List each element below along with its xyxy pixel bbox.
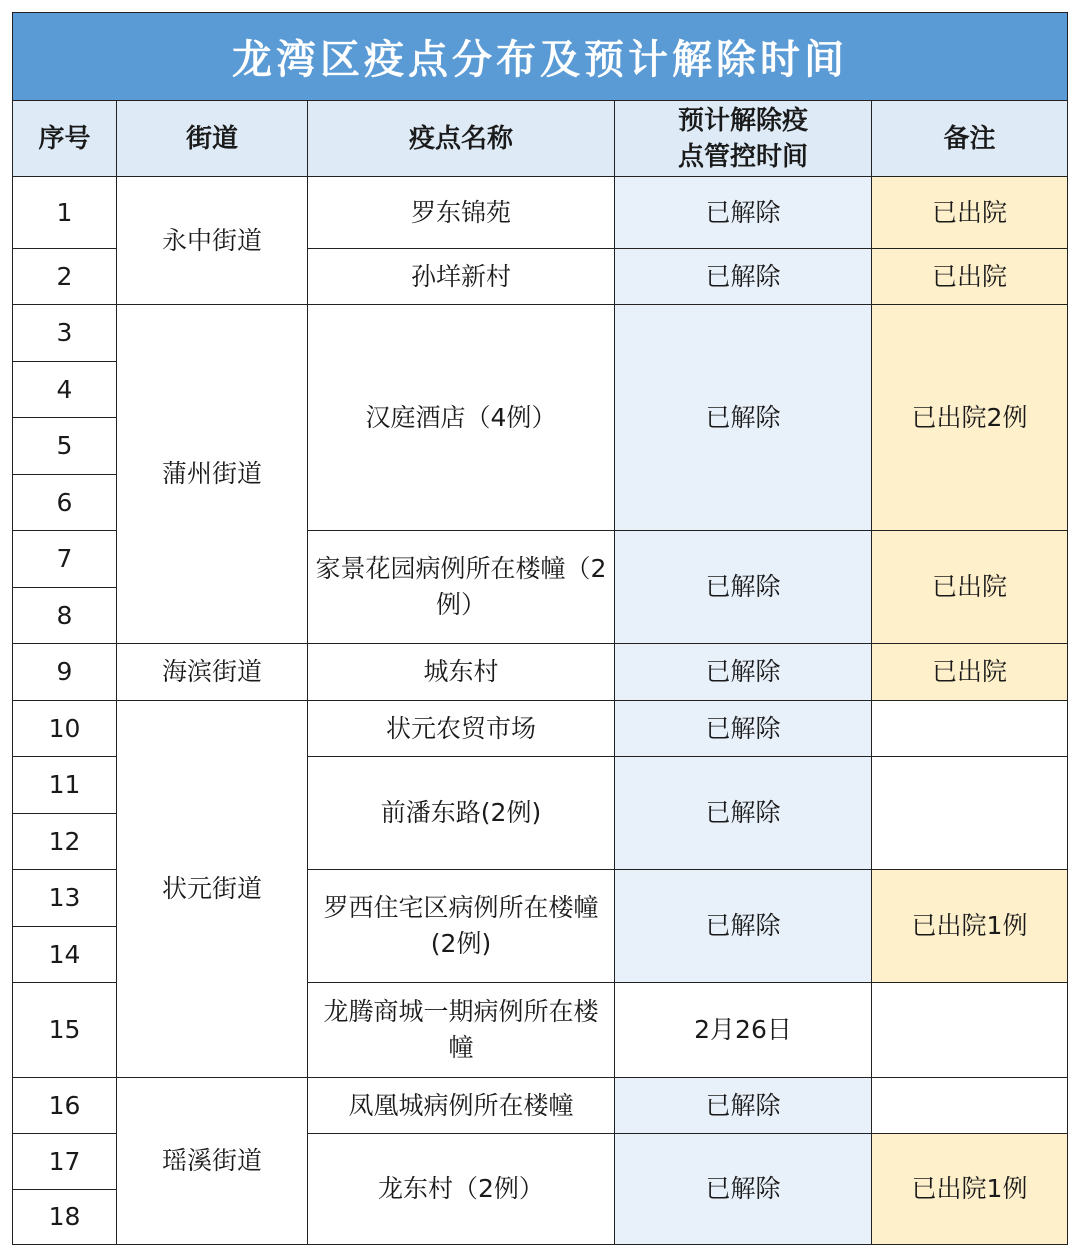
site-name-cell: 家景花园病例所在楼幢（2例） <box>307 530 615 644</box>
release-status-cell: 已解除 <box>614 1133 872 1245</box>
header-release-time: 预计解除疫点管控时间 <box>614 100 872 177</box>
street-cell: 状元街道 <box>116 700 308 1078</box>
note-cell: 已出院 <box>871 643 1068 701</box>
seq-cell: 11 <box>12 756 117 814</box>
release-status-cell: 已解除 <box>614 176 872 249</box>
street-cell: 永中街道 <box>116 176 308 305</box>
street-cell: 瑶溪街道 <box>116 1077 308 1245</box>
release-date-cell: 2月26日 <box>614 982 872 1078</box>
header-street: 街道 <box>116 100 308 177</box>
seq-cell: 6 <box>12 474 117 531</box>
note-cell: 已出院1例 <box>871 869 1068 983</box>
note-cell <box>871 700 1068 757</box>
seq-cell: 14 <box>12 926 117 983</box>
seq-cell: 2 <box>12 248 117 305</box>
site-name-cell: 前潘东路(2例) <box>307 756 615 870</box>
street-cell: 蒲州街道 <box>116 304 308 644</box>
site-name-cell: 孙垟新村 <box>307 248 615 305</box>
site-name-cell: 凤凰城病例所在楼幢 <box>307 1077 615 1134</box>
table-title: 龙湾区疫点分布及预计解除时间 <box>12 12 1068 101</box>
seq-cell: 5 <box>12 417 117 475</box>
seq-cell: 4 <box>12 361 117 418</box>
release-status-cell: 已解除 <box>614 643 872 701</box>
header-site: 疫点名称 <box>307 100 615 177</box>
release-status-cell: 已解除 <box>614 304 872 531</box>
site-name-cell: 龙东村（2例） <box>307 1133 615 1245</box>
epidemic-sites-table <box>12 12 1068 1245</box>
seq-cell: 8 <box>12 587 117 644</box>
note-cell: 已出院 <box>871 176 1068 249</box>
release-status-cell: 已解除 <box>614 869 872 983</box>
street-cell: 海滨街道 <box>116 643 308 701</box>
note-cell: 已出院 <box>871 248 1068 305</box>
release-status-cell: 已解除 <box>614 700 872 757</box>
note-cell <box>871 756 1068 870</box>
seq-cell: 7 <box>12 530 117 588</box>
release-status-cell: 已解除 <box>614 756 872 870</box>
seq-cell: 9 <box>12 643 117 701</box>
seq-cell: 18 <box>12 1189 117 1245</box>
header-seq: 序号 <box>12 100 117 177</box>
note-cell: 已出院2例 <box>871 304 1068 531</box>
site-name-cell: 汉庭酒店（4例） <box>307 304 615 531</box>
seq-cell: 16 <box>12 1077 117 1134</box>
release-status-cell: 已解除 <box>614 1077 872 1134</box>
note-cell <box>871 982 1068 1078</box>
site-name-cell: 龙腾商城一期病例所在楼幢 <box>307 982 615 1078</box>
note-cell <box>871 1077 1068 1134</box>
seq-cell: 15 <box>12 982 117 1078</box>
site-name-cell: 城东村 <box>307 643 615 701</box>
seq-cell: 17 <box>12 1133 117 1190</box>
note-cell: 已出院1例 <box>871 1133 1068 1245</box>
site-name-cell: 罗东锦苑 <box>307 176 615 249</box>
seq-cell: 12 <box>12 813 117 870</box>
seq-cell: 1 <box>12 176 117 249</box>
header-note: 备注 <box>871 100 1068 177</box>
seq-cell: 10 <box>12 700 117 757</box>
release-status-cell: 已解除 <box>614 248 872 305</box>
seq-cell: 13 <box>12 869 117 927</box>
seq-cell: 3 <box>12 304 117 362</box>
release-status-cell: 已解除 <box>614 530 872 644</box>
site-name-cell: 状元农贸市场 <box>307 700 615 757</box>
site-name-cell: 罗西住宅区病例所在楼幢(2例) <box>307 869 615 983</box>
note-cell: 已出院 <box>871 530 1068 644</box>
